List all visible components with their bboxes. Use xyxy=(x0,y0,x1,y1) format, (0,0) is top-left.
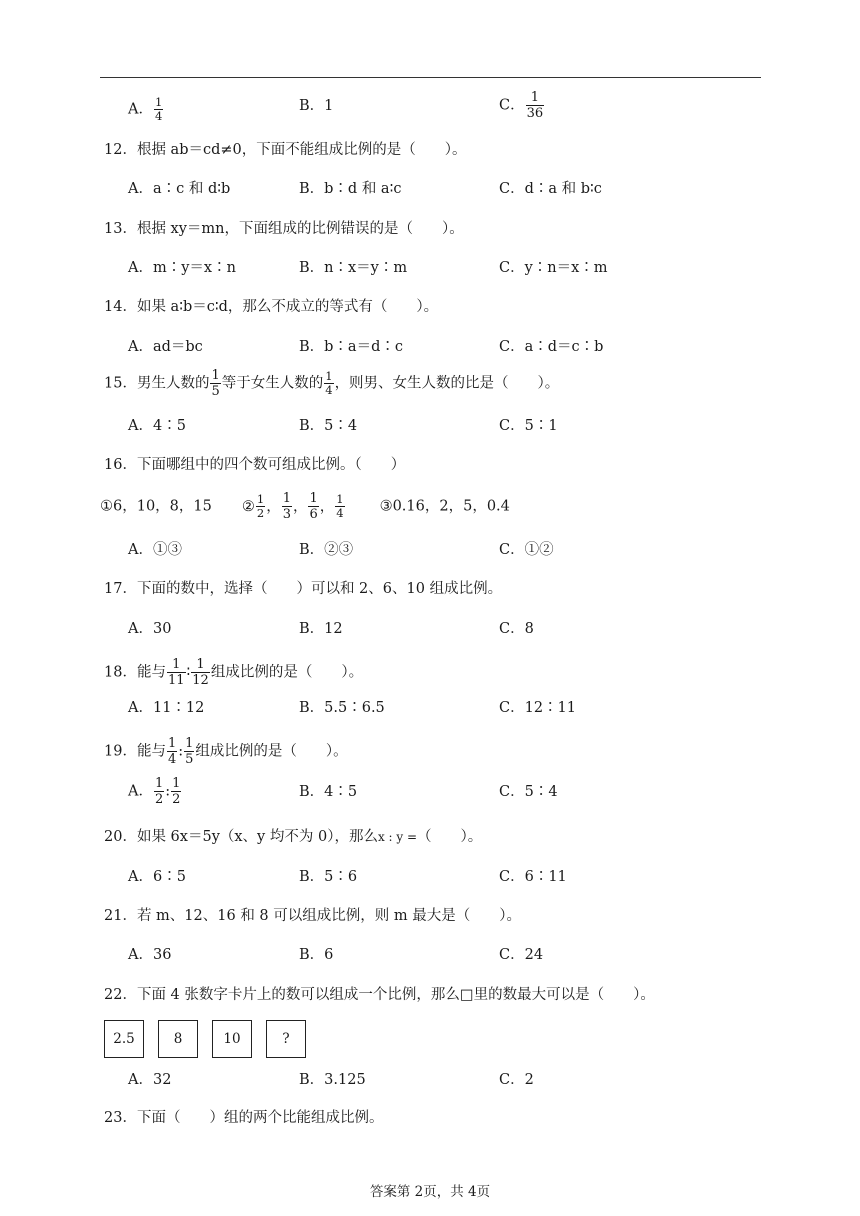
q18-option-c[interactable]: C．12∶11 xyxy=(499,700,576,716)
q17-option-b[interactable]: B．12 xyxy=(299,621,343,637)
q16-group-1: ①6，10，8，15 xyxy=(100,498,212,515)
q19-options xyxy=(0,776,860,806)
q19-option-b[interactable]: B．4∶5 xyxy=(299,784,358,800)
q19-stem: 19．能与 $\frac{1}{4}$ : $\frac{1}{5}$ 组成比例的是（ ）。 xyxy=(104,736,348,767)
q11-option-b[interactable]: B．1 xyxy=(299,98,334,114)
q17-options xyxy=(0,619,860,649)
q15-option-b[interactable]: B．5∶4 xyxy=(299,418,358,434)
q11-option-c[interactable]: C． $\frac{1}{36}$ xyxy=(499,90,544,121)
q17-option-a[interactable]: A．30 xyxy=(128,621,172,637)
q21-option-b[interactable]: B．6 xyxy=(299,947,334,963)
q12-option-b[interactable]: B．b∶d 和 a∶c xyxy=(299,181,402,197)
q21-option-c[interactable]: C．24 xyxy=(499,947,544,963)
q15-option-c[interactable]: C．5∶1 xyxy=(499,418,558,434)
q21-options xyxy=(0,945,860,975)
q18-stem: 18．能与 $\frac{1}{11}$ ∶ $\frac{1}{12}$ 组成比例的是（ ）。 xyxy=(104,657,364,688)
q15-options xyxy=(0,416,860,446)
header-rule xyxy=(100,77,761,78)
q12-stem: 12．根据 ab＝cd≠0，下面不能组成比例的是（ ）。 xyxy=(104,142,467,158)
q20-option-b[interactable]: B．5∶6 xyxy=(299,869,358,885)
q15-option-a[interactable]: A．4∶5 xyxy=(128,418,186,434)
q16-group-2: ② $\frac{1}{2}$ ， $\frac{1}{3}$ ， $\frac{1}{6}$ ， $\frac{1}{4}$ xyxy=(241,491,344,522)
q18-option-a[interactable]: A．11∶12 xyxy=(128,700,205,716)
q22-options xyxy=(0,1070,860,1100)
page-footer: 答案第 2页，共 4页 xyxy=(369,1184,491,1200)
q18-options xyxy=(0,698,860,728)
q11-options xyxy=(0,90,860,123)
q21-option-a[interactable]: A．36 xyxy=(128,947,172,963)
q16-groups xyxy=(100,491,510,522)
q13-option-a[interactable]: A．m∶y＝x∶n xyxy=(128,260,236,276)
number-card-3: 10 xyxy=(212,1020,252,1058)
q16-option-a[interactable]: A．①③ xyxy=(128,542,182,558)
q14-option-c[interactable]: C．a∶d＝c∶b xyxy=(499,339,604,355)
q22-option-c[interactable]: C．2 xyxy=(499,1072,534,1088)
q20-option-a[interactable]: A．6∶5 xyxy=(128,869,186,885)
q15-stem: 15．男生人数的 $\frac{1}{5}$ 等于女生人数的 $\frac{1}{4}$ ，则男、女生人数的比是（ ）。 xyxy=(104,368,560,399)
q13-stem: 13．根据 xy＝mn，下面组成的比例错误的是（ ）。 xyxy=(104,221,464,237)
q16-stem: 16．下面哪组中的四个数可组成比例。（ ） xyxy=(104,457,406,473)
q22-stem: 22．下面 4 张数字卡片上的数可以组成一个比例，那么□里的数最大可以是（ ）。 xyxy=(104,987,655,1003)
q18-option-b[interactable]: B．5.5∶6.5 xyxy=(299,700,385,716)
q20-stem: 20．如果 6x＝5y（x、y 均不为 0），那么x : y =（ ）。 xyxy=(104,829,483,845)
q12-option-c[interactable]: C．d∶a 和 b∶c xyxy=(499,181,602,197)
q20-options xyxy=(0,867,860,897)
q16-options xyxy=(0,540,860,570)
q22-option-b[interactable]: B．3.125 xyxy=(299,1072,366,1088)
q14-option-a[interactable]: A．ad＝bc xyxy=(128,339,203,355)
q14-stem: 14．如果 a∶b＝c∶d，那么不成立的等式有（ ）。 xyxy=(104,299,439,315)
q13-option-c[interactable]: C．y∶n＝x∶m xyxy=(499,260,608,276)
q16-option-c[interactable]: C．①② xyxy=(499,542,554,558)
number-card-unknown: ? xyxy=(266,1020,306,1058)
q21-stem: 21．若 m、12、16 和 8 可以组成比例，则 m 最大是（ ）。 xyxy=(104,908,521,924)
q14-options xyxy=(0,337,860,367)
q19-option-a[interactable]: A． $\frac{1}{2}$ : $\frac{1}{2}$ xyxy=(128,776,181,807)
q22-option-a[interactable]: A．32 xyxy=(128,1072,172,1088)
q19-option-c[interactable]: C．5∶4 xyxy=(499,784,558,800)
q15-fraction-2: $\frac{1}{4}$ xyxy=(325,369,333,397)
q12-options xyxy=(0,179,860,209)
q15-fraction-1: $\frac{1}{5}$ xyxy=(211,368,220,399)
q13-option-b[interactable]: B．n∶x＝y∶m xyxy=(299,260,408,276)
q12-option-a[interactable]: A．a∶c 和 d∶b xyxy=(128,181,231,197)
q17-option-c[interactable]: C．8 xyxy=(499,621,534,637)
q20-option-c[interactable]: C．6∶11 xyxy=(499,869,567,885)
q16-option-b[interactable]: B．②③ xyxy=(299,542,354,558)
q23-stem: 23．下面（ ）组的两个比能组成比例。 xyxy=(104,1110,384,1126)
q11-option-a[interactable]: A． $\frac{1}{4}$ xyxy=(128,95,163,123)
q16-group-3: ③0.16，2，5，0.4 xyxy=(379,498,510,515)
q14-option-b[interactable]: B．b∶a＝d∶c xyxy=(299,339,403,355)
q17-stem: 17．下面的数中，选择（ ）可以和 2、6、10 组成比例。 xyxy=(104,581,503,597)
number-card-2: 8 xyxy=(158,1020,198,1058)
q13-options xyxy=(0,258,860,288)
number-card-1: 2.5 xyxy=(104,1020,144,1058)
